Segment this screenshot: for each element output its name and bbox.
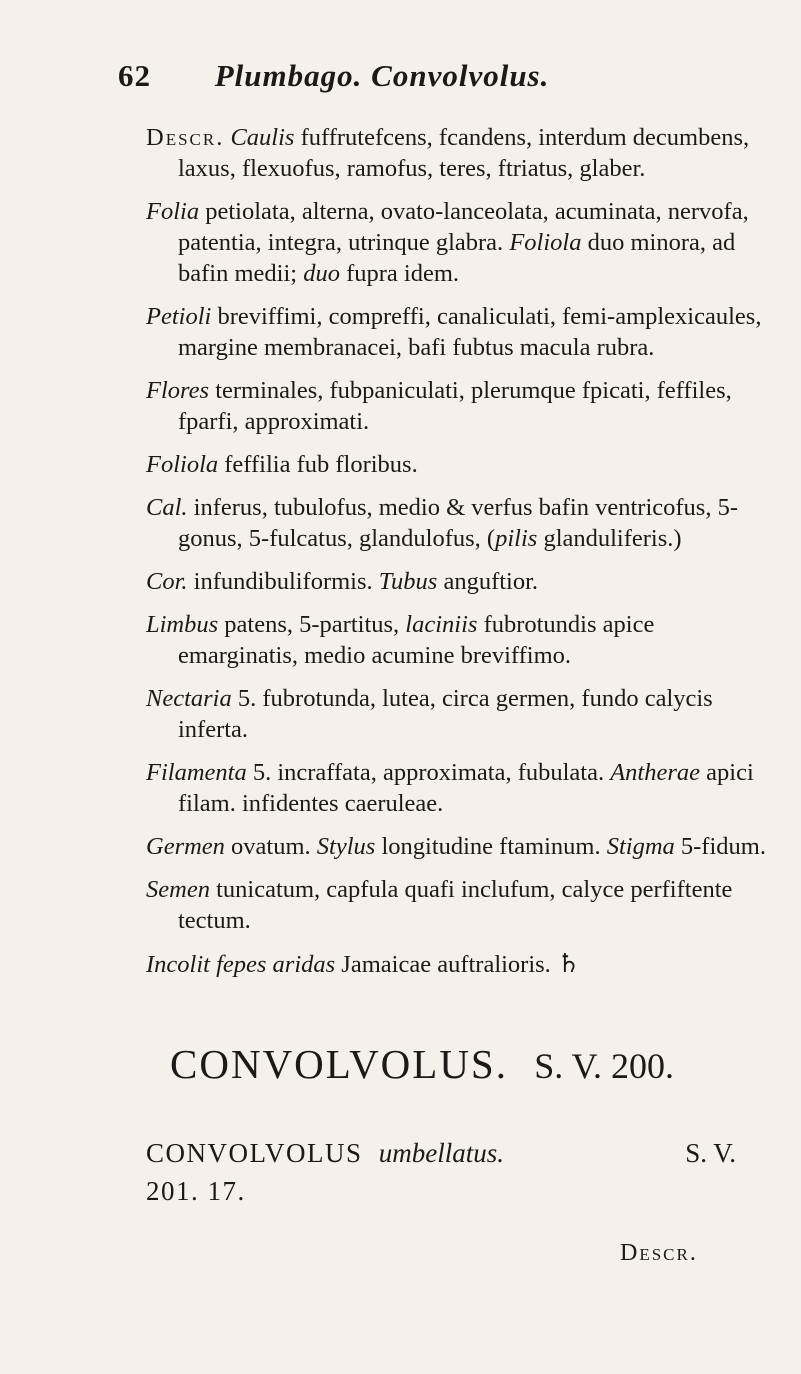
entry-text: ovatum. <box>224 833 317 860</box>
entry-term: Foliola <box>146 451 219 478</box>
entry-habitat <box>146 948 766 980</box>
entry-text: glanduliferis.) <box>537 525 682 552</box>
entry-germen <box>146 831 766 862</box>
entry-text: apici filam. infidentes caeruleae. <box>178 759 754 817</box>
entry-limbus <box>146 609 766 671</box>
entry-term: Filamenta <box>146 759 247 786</box>
entry-term: Folia <box>146 198 200 225</box>
entry-text: infundibuliformis. <box>187 568 379 595</box>
species-reference: 201. 17. <box>146 1176 246 1206</box>
entry-term: Antherae <box>610 759 701 786</box>
shrub-symbol-icon: ♄ <box>556 949 581 978</box>
entry-term: Germen <box>146 833 225 860</box>
running-title: Plumbago. Convolvolus. <box>214 58 550 93</box>
entry-term: Stylus <box>316 833 376 860</box>
entry-calyx <box>146 492 766 554</box>
entry-label: Descr. <box>146 124 225 151</box>
entry-text: terminales, fubpaniculati, plerumque fpicati, feffiles, fparfi, approximati. <box>178 377 732 435</box>
entry-term: Flores <box>146 377 210 404</box>
running-header <box>118 58 718 94</box>
entry-filamenta <box>146 757 766 819</box>
entry-text: tunicatum, capfula quafi inclufum, calyce perfiftente tectum. <box>178 876 733 934</box>
entry-term: Caulis <box>230 124 295 151</box>
entry-term: laciniis <box>405 611 478 638</box>
entry-text: inferus, tubulofus, medio & verfus bafin ventricofus, 5-gonus, 5-fulcatus, glandulofus, ( <box>178 494 738 552</box>
entry-nectaria <box>146 683 766 745</box>
entry-term: Tubus <box>378 568 438 595</box>
entry-term: Cor. <box>146 568 188 595</box>
entry-semen <box>146 874 766 936</box>
description-block <box>146 122 766 992</box>
genus-name: CONVOLVOLUS. <box>170 1041 508 1087</box>
entry-term: Semen <box>146 876 210 903</box>
entry-term: Foliola <box>509 229 582 256</box>
species-sv: S. V. <box>685 1138 736 1168</box>
entry-text: patens, 5-partitus, <box>218 611 406 638</box>
page-number: 62 <box>118 58 151 93</box>
entry-term: Stigma <box>606 833 675 860</box>
species-genus: CONVOLVOLUS <box>146 1138 363 1168</box>
entry-petioli <box>146 301 766 363</box>
entry-term: Petioli <box>146 303 212 330</box>
entry-term: Cal. <box>146 494 188 521</box>
species-epithet: umbellatus. <box>378 1138 505 1168</box>
entry-foliola <box>146 449 766 480</box>
entry-text: Jamaicae auftralioris. <box>335 951 557 978</box>
entry-text: fubrotundis apice emarginatis, medio acumine breviffimo. <box>178 611 655 669</box>
entry-caulis <box>146 122 766 184</box>
entry-text: fuffrutefcens, fcandens, interdum decumbens, laxus, flexuofus, ramofus, teres, ftriatus, glaber. <box>178 124 750 182</box>
entry-folia <box>146 196 766 289</box>
entry-term: Limbus <box>146 611 219 638</box>
genus-heading <box>170 1040 790 1088</box>
entry-text: 5-fidum. <box>674 833 766 860</box>
entry-term: duo <box>303 260 340 287</box>
entry-term: pilis <box>495 525 538 552</box>
species-heading <box>146 1138 766 1169</box>
entry-text: breviffimi, compreffi, canaliculati, femi-amplexicaules, margine membranacei, bafi fubtus macula rubra. <box>178 303 762 361</box>
catchword: Descr. <box>620 1240 698 1266</box>
entry-text: duo minora, ad bafin medii; <box>178 229 736 287</box>
genus-reference: S. V. 200. <box>534 1046 674 1086</box>
entry-text: feffilia fub floribus. <box>218 451 418 478</box>
entry-text: 5. fubrotunda, lutea, circa germen, fundo calycis inferta. <box>178 685 713 743</box>
entry-text: anguftior. <box>437 568 539 595</box>
entry-flores <box>146 375 766 437</box>
entry-text: 5. incraffata, approximata, fubulata. <box>246 759 611 786</box>
entry-term: Incolit fepes aridas <box>146 951 336 978</box>
entry-text: longitudine ftaminum. <box>375 833 607 860</box>
entry-text: petiolata, alterna, ovato-lanceolata, acuminata, nervofa, patentia, integra, utrinque glabra. <box>178 198 749 256</box>
entry-text: fupra idem. <box>339 260 460 287</box>
entry-corolla <box>146 566 766 597</box>
entry-term: Nectaria <box>146 685 232 712</box>
